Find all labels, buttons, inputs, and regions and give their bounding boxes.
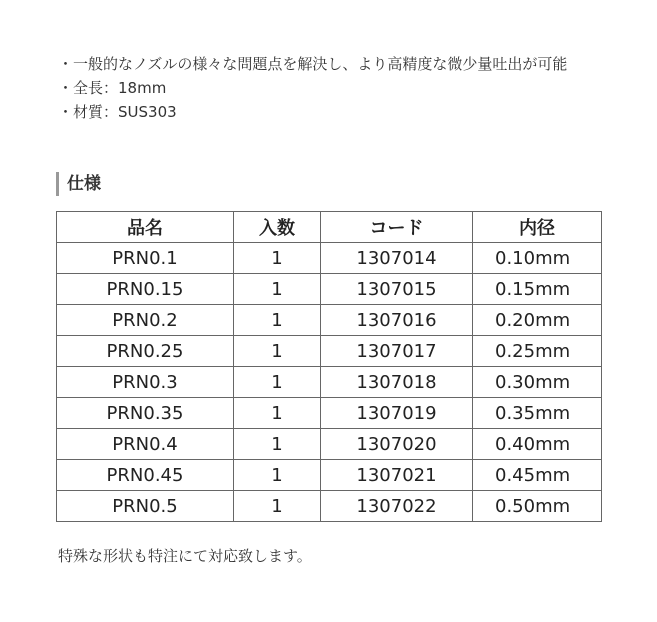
cell-name: PRN0.15 bbox=[57, 274, 234, 305]
table-row bbox=[57, 305, 602, 336]
cell-quantity: 1 bbox=[234, 336, 321, 367]
cell-name: PRN0.5 bbox=[57, 491, 234, 522]
feature-list bbox=[58, 52, 567, 124]
cell-quantity: 1 bbox=[234, 491, 321, 522]
cell-quantity: 1 bbox=[234, 429, 321, 460]
cell-quantity: 1 bbox=[234, 460, 321, 491]
cell-name: PRN0.3 bbox=[57, 367, 234, 398]
cell-code: 1307019 bbox=[321, 398, 473, 429]
cell-code: 1307016 bbox=[321, 305, 473, 336]
cell-quantity: 1 bbox=[234, 274, 321, 305]
table-header-row bbox=[57, 212, 602, 243]
table-row bbox=[57, 429, 602, 460]
cell-code: 1307021 bbox=[321, 460, 473, 491]
cell-inner-diameter: 0.45mm bbox=[473, 460, 602, 491]
cell-name: PRN0.4 bbox=[57, 429, 234, 460]
cell-code: 1307020 bbox=[321, 429, 473, 460]
cell-name: PRN0.2 bbox=[57, 305, 234, 336]
feature-item: ・全長：18mm bbox=[58, 79, 167, 97]
cell-code: 1307015 bbox=[321, 274, 473, 305]
cell-quantity: 1 bbox=[234, 305, 321, 336]
cell-name: PRN0.35 bbox=[57, 398, 234, 429]
cell-inner-diameter: 0.50mm bbox=[473, 491, 602, 522]
cell-code: 1307017 bbox=[321, 336, 473, 367]
table-row bbox=[57, 274, 602, 305]
cell-inner-diameter: 0.35mm bbox=[473, 398, 602, 429]
cell-inner-diameter: 0.30mm bbox=[473, 367, 602, 398]
table-row bbox=[57, 398, 602, 429]
table-row bbox=[57, 491, 602, 522]
header-inner-diameter: 内径 bbox=[473, 212, 602, 243]
section-title: 仕様 bbox=[56, 172, 101, 196]
table-row bbox=[57, 367, 602, 398]
feature-item: ・材質：SUS303 bbox=[58, 103, 177, 121]
spec-table bbox=[56, 211, 602, 522]
table-row bbox=[57, 336, 602, 367]
cell-code: 1307018 bbox=[321, 367, 473, 398]
cell-quantity: 1 bbox=[234, 243, 321, 274]
cell-code: 1307014 bbox=[321, 243, 473, 274]
cell-name: PRN0.45 bbox=[57, 460, 234, 491]
feature-item: ・一般的なノズルの様々な問題点を解決し、より高精度な微少量吐出が可能 bbox=[58, 55, 568, 73]
cell-quantity: 1 bbox=[234, 398, 321, 429]
header-code: コード bbox=[321, 212, 473, 243]
cell-inner-diameter: 0.10mm bbox=[473, 243, 602, 274]
cell-inner-diameter: 0.40mm bbox=[473, 429, 602, 460]
custom-order-note: 特殊な形状も特注にて対応致します。 bbox=[58, 547, 312, 565]
header-name: 品名 bbox=[57, 212, 234, 243]
cell-name: PRN0.25 bbox=[57, 336, 234, 367]
cell-inner-diameter: 0.15mm bbox=[473, 274, 602, 305]
cell-inner-diameter: 0.20mm bbox=[473, 305, 602, 336]
cell-name: PRN0.1 bbox=[57, 243, 234, 274]
cell-quantity: 1 bbox=[234, 367, 321, 398]
cell-code: 1307022 bbox=[321, 491, 473, 522]
table-row bbox=[57, 460, 602, 491]
table-row bbox=[57, 243, 602, 274]
header-quantity: 入数 bbox=[234, 212, 321, 243]
cell-inner-diameter: 0.25mm bbox=[473, 336, 602, 367]
